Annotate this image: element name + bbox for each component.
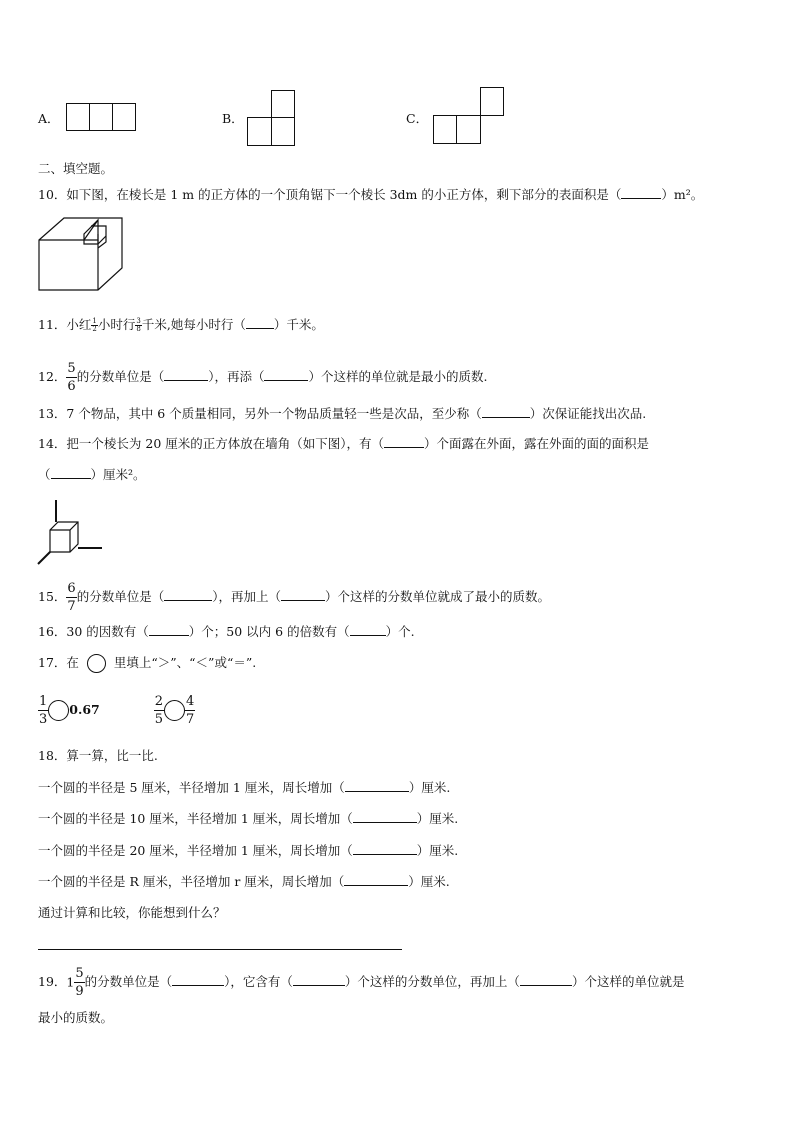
- compare-circle-b[interactable]: [164, 700, 185, 721]
- question-18-prompt: 通过计算和比较，你能想到什么？: [38, 905, 226, 920]
- fraction: $\frac{4}{7}$: [185, 694, 195, 727]
- question-18-line: 一个圆的半径是 R 厘米，半径增加 r 厘米，周长增加（ ）厘米.: [38, 874, 450, 889]
- answer-blank[interactable]: [246, 316, 274, 329]
- question-12: 12． $\frac{5}{6}$ 的分数单位是（ ），再添（ ）个这样的单位就是最小的质数.: [38, 361, 488, 394]
- fraction: $\frac{2}{5}$: [154, 694, 163, 727]
- answer-blank[interactable]: [172, 973, 224, 986]
- compare-circle-icon: [87, 654, 106, 673]
- fraction: $\frac{1}{3}$: [39, 694, 48, 727]
- cube-cut-figure: [36, 212, 126, 294]
- answer-blank[interactable]: [164, 368, 208, 381]
- answer-blank[interactable]: [264, 368, 308, 381]
- fraction: $\frac{6}{7}$: [67, 581, 76, 614]
- option-a-label: A．: [38, 111, 60, 126]
- answer-line[interactable]: [38, 949, 402, 950]
- answer-blank[interactable]: [293, 973, 345, 986]
- question-18-line: 一个圆的半径是 20 厘米，半径增加 1 厘米，周长增加（ ）厘米.: [38, 843, 459, 858]
- question-18-line: 一个圆的半径是 10 厘米，半径增加 1 厘米，周长增加（ ）厘米.: [38, 811, 459, 826]
- question-15: 15． $\frac{6}{7}$ 的分数单位是（ ），再加上（ ）个这样的分数单位就成了最小的质数。: [38, 581, 550, 614]
- answer-blank[interactable]: [621, 186, 661, 199]
- fraction: $\frac{5}{6}$: [67, 361, 76, 394]
- answer-blank[interactable]: [345, 779, 409, 792]
- option-b-label: B．: [222, 111, 244, 126]
- question-18-line: 一个圆的半径是 5 厘米，半径增加 1 厘米，周长增加（ ）厘米.: [38, 780, 451, 795]
- answer-blank[interactable]: [482, 405, 530, 418]
- question-19-cont: 最小的质数。: [38, 1010, 114, 1025]
- answer-blank[interactable]: [164, 588, 212, 601]
- section-title: 二、填空题。: [38, 161, 114, 176]
- question-14: 14．把一个棱长为 20 厘米的正方体放在墙角（如下图），有（ ）个面露在外面，露在外面的面的面积是: [38, 436, 650, 451]
- answer-blank[interactable]: [520, 973, 572, 986]
- question-16: 16．30 的因数有（ ）个；50 以内 6 的倍数有（ ）个.: [38, 624, 415, 639]
- question-18: 18．算一算，比一比.: [38, 748, 158, 763]
- question-17-items: $\frac{1}{3}$ 0.67 $\frac{2}{5}$ $\frac{4}{7}$: [39, 694, 195, 727]
- answer-blank[interactable]: [281, 588, 325, 601]
- fraction: $\frac{5}{9}$: [75, 966, 84, 999]
- answer-blank[interactable]: [350, 623, 386, 636]
- fraction: $\frac{3}{8}$: [136, 317, 141, 333]
- question-13: 13．7 个物品，其中 6 个质量相同，另外一个物品质量轻一些是次品，至少称（ ）次保证能找出次品.: [38, 406, 647, 421]
- option-c-label: C．: [406, 111, 429, 126]
- question-14-cont: （ ）厘米²。: [38, 467, 146, 482]
- compare-circle-a[interactable]: [48, 700, 69, 721]
- answer-blank[interactable]: [353, 842, 417, 855]
- answer-blank[interactable]: [51, 466, 91, 479]
- fraction: $\frac{1}{2}$: [92, 317, 97, 333]
- question-19: 19．1 $\frac{5}{9}$ 的分数单位是（ ），它含有（ ）个这样的分数单位，再加上（ ）个这样的单位就是: [38, 966, 685, 999]
- answer-blank[interactable]: [353, 810, 417, 823]
- corner-cube-figure: [36, 500, 108, 568]
- answer-blank[interactable]: [149, 623, 189, 636]
- question-10: 10．如下图，在棱长是 1 m 的正方体的一个顶角锯下一个棱长 3dm 的小正方体，剩下部分的表面积是（ ）m²。: [38, 187, 704, 202]
- question-17: 17．在 里填上“＞”、“＜”或“＝”.: [38, 653, 256, 673]
- answer-blank[interactable]: [384, 435, 424, 448]
- answer-blank[interactable]: [344, 873, 408, 886]
- question-11: 11．小红 $\frac{1}{2}$ 小时行 $\frac{3}{8}$ 千米,她每小时行（ ）千米。: [38, 317, 324, 333]
